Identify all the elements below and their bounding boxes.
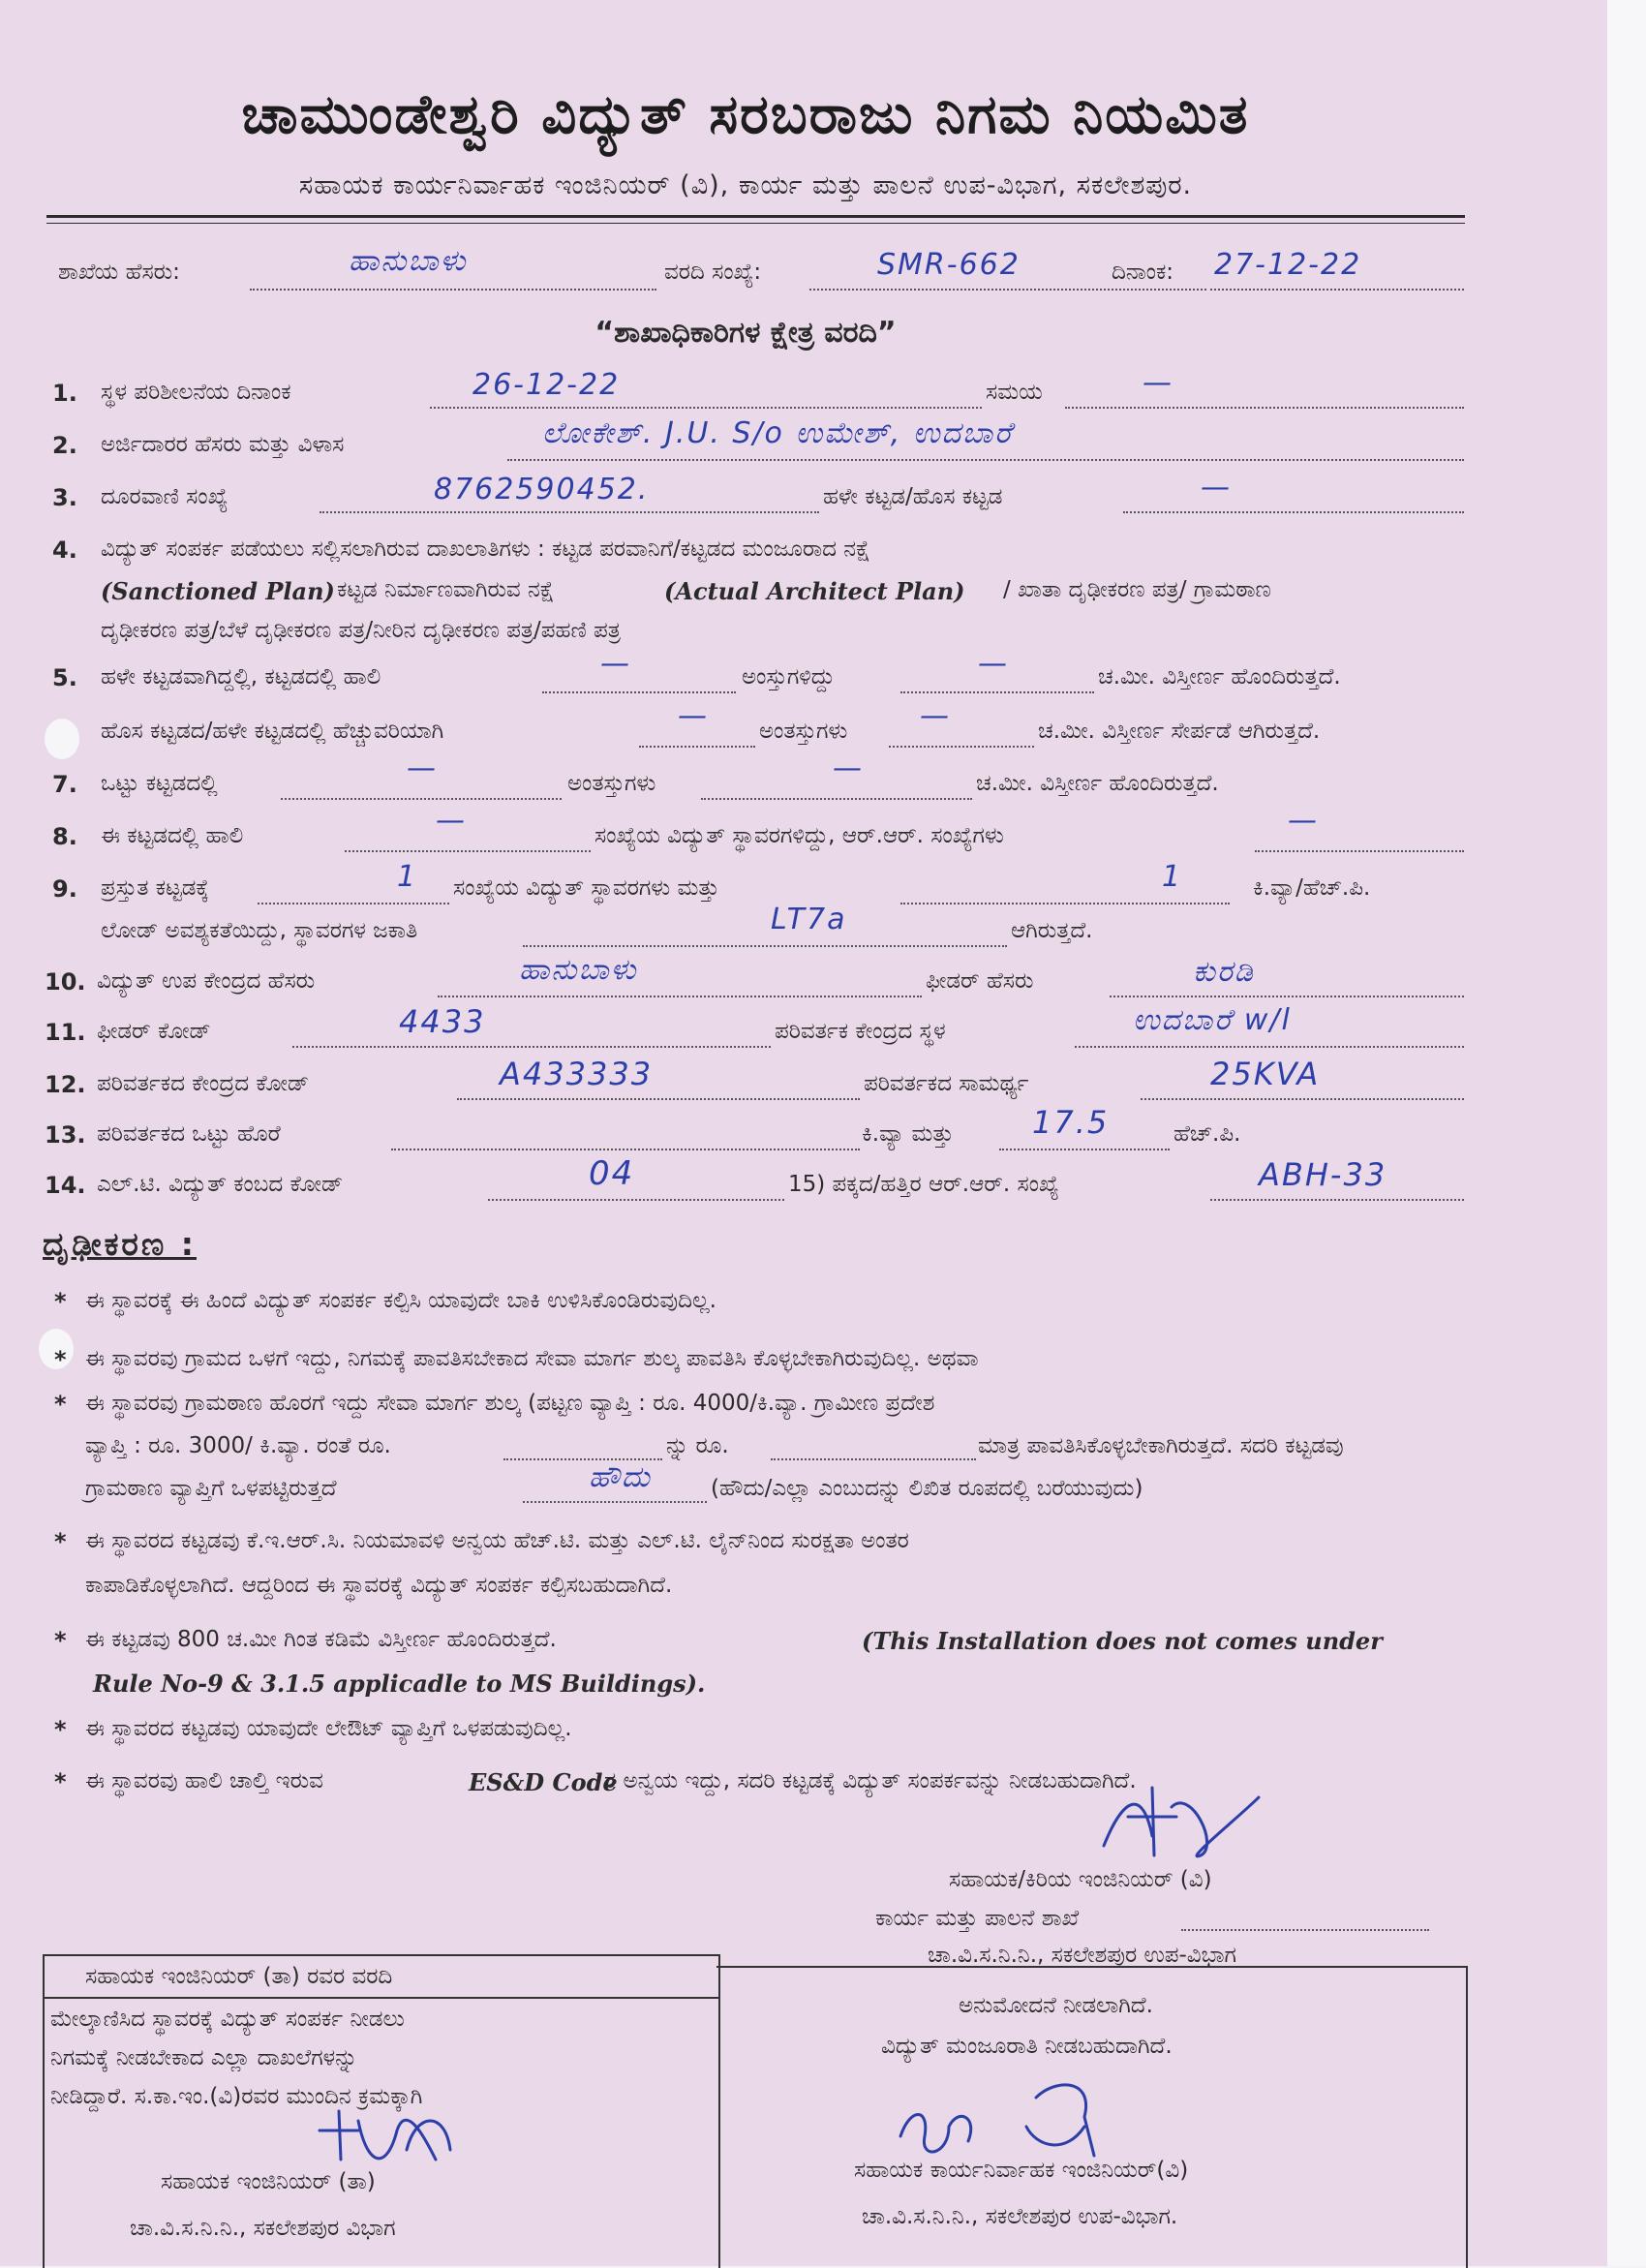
branch-value: ಹಾನುಬಾಳು [349, 244, 468, 278]
item-3-dotted-line [320, 511, 819, 513]
item-5-number: 5. [52, 664, 77, 691]
verification-bullet-4-line-1: ಈ ಸ್ಥಾವರದ ಕಟ್ಟಡವು ಕೆ.ಇ.ಆರ್.ಸಿ. ನಿಯಮಾವಳಿ ಅನ್ವಯ ಹೆಚ್.ಟಿ. ಮತ್ತು ಎಲ್.ಟಿ. ಲೈನ್‌ನಿಂದ ಸುರಕ್ಷತಾ ಅಂತರ [85, 1528, 909, 1553]
left-box-header-rule [43, 1997, 718, 1999]
item-4-line2c: (Actual Architect Plan) [664, 577, 965, 605]
bullet-3-star: * [54, 1391, 67, 1418]
item-7-v2: — [833, 751, 864, 785]
item-7-v1: — [407, 751, 438, 785]
verification-bullet-5-line-2: Rule No-9 & 3.1.5 applicadle to MS Buildings). [93, 1670, 706, 1698]
item-14-v2: ABH-33 [1259, 1156, 1387, 1193]
item-9-b: ಸಂಖ್ಯೆಯ ವಿದ್ಯುತ್ ಸ್ಥಾವರಗಳು ಮತ್ತು [453, 875, 719, 901]
item-2-value: ಲೋಕೇಶ್. J.U. S/o ಉಮೇಶ್, ಉದಬಾರೆ [542, 416, 1014, 450]
item-5-b: ಅಂಸ್ತುಗಳಿದ್ದು [742, 664, 836, 690]
left-box-line-1: ಮೇಲ್ಕಾಣಿಸಿದ ಸ್ಥಾವರಕ್ಕೆ ವಿದ್ಯುತ್ ಸಂಪರ್ಕ ನೀಡಲು [50, 2007, 405, 2032]
item-14-dotted-1 [488, 1199, 784, 1201]
verification-bullet-7b: ES&D Code [469, 1768, 618, 1796]
item-6-v1: — [678, 699, 709, 733]
verification-bullet-5-line-1a: ಈ ಕಟ್ಟಡವು 800 ಚ.ಮೀ ಗಿಂತ ಕಡಿಮೆ ವಿಸ್ತೀರ್ಣ ಹೊಂದಿರುತ್ತದೆ. [85, 1627, 557, 1652]
item-9-dotted-2 [900, 903, 1230, 904]
date-dotted-line [1210, 289, 1464, 291]
bullet-5-star: * [54, 1627, 67, 1654]
bullet-3-dotted-2 [771, 1458, 976, 1460]
form-heading: “ಶಾಖಾಧಿಕಾರಿಗಳ ಕ್ಷೇತ್ರ ವರದಿ” [594, 316, 897, 350]
item-9-line2a: ಲೋಡ್ ಅವಶ್ಯಕತೆಯಿದ್ದು, ಸ್ಥಾವರಗಳ ಜಕಾತಿ [101, 918, 418, 943]
item-2-dotted-line [507, 459, 1464, 461]
item-5-a: ಹಳೇ ಕಟ್ಟಡವಾಗಿದ್ದಲ್ಲಿ, ಕಟ್ಟಡದಲ್ಲಿ ಹಾಲಿ [101, 664, 381, 690]
verification-bullet-3-line-2a: ವ್ಯಾಪ್ತಿ : ರೂ. 3000/ ಕಿ.ವ್ಯಾ. ರಂತೆ ರೂ. [85, 1433, 391, 1458]
scanner-background [1607, 0, 1646, 2266]
item-4-line1: ವಿದ್ಯುತ್ ಸಂಪರ್ಕ ಪಡೆಯಲು ಸಲ್ಲಿಸಲಾಗಿರುವ ದಾಖಲಾತಿಗಳು : ಕಟ್ಟಡ ಪರವಾನಿಗೆ/ಕಟ್ಟಡದ ಮಂಜೂರಾದ ನಕ್ಷೆ [101, 536, 870, 562]
right-box-signature-line-2: ಚಾ.ವಿ.ಸ.ನಿ.ನಿ., ಸಕಲೇಶಪುರ ಉಪ-ವಿಭಾಗ. [862, 2204, 1178, 2229]
item-9-dotted-3 [523, 945, 1007, 947]
item-4-line2d: / ಖಾತಾ ದೃಢೀಕರಣ ಪತ್ರ/ ಗ್ರಾಮಠಾಣ [1003, 577, 1271, 602]
item-6-v2: — [920, 699, 951, 733]
signature-line-3: ಚಾ.ವಿ.ಸ.ನಿ.ನಿ., ಸಕಲೇಶಪುರ ಉಪ-ವಿಭಾಗ [928, 1943, 1236, 1968]
item-4-line3: ದೃಢೀಕರಣ ಪತ್ರ/ಬೆಳೆ ದೃಢೀಕರಣ ಪತ್ರ/ನೀರಿನ ದೃಢೀಕರಣ ಪತ್ರ/ಪಹಣಿ ಪತ್ರ [101, 618, 621, 643]
verification-bullet-3-line-2b: ನ್ನು ರೂ. [666, 1433, 729, 1458]
item-13-dotted-1 [391, 1149, 860, 1150]
item-14-a: ಎಲ್.ಟಿ. ವಿದ್ಯುತ್ ಕಂಬದ ಕೋಡ್ [97, 1172, 344, 1197]
item-8-a: ಈ ಕಟ್ಟಡದಲ್ಲಿ ಹಾಲಿ [101, 823, 244, 848]
item-12-b: ಪರಿವರ್ತಕದ ಸಾಮರ್ಥ್ಯ [864, 1071, 1029, 1096]
header-rule-thin [46, 223, 1465, 224]
item-14-dotted-2 [1210, 1199, 1464, 1201]
item-14-b: 15) ಪಕ್ಕದ/ಹತ್ತಿರ ಆರ್.ಆರ್. ಸಂಖ್ಯೆ [788, 1172, 1059, 1197]
item-3-value: 8762590452. [434, 473, 650, 506]
verification-bullet-7a: ಈ ಸ್ಥಾವರವು ಹಾಲಿ ಚಾಲ್ತಿ ಇರುವ [85, 1768, 323, 1793]
item-10-dotted-1 [438, 996, 922, 997]
item-6-dotted-1 [639, 746, 755, 748]
item-4-line2a: (Sanctioned Plan) [101, 577, 335, 605]
verification-bullet-3-value: ಹೌದು [589, 1460, 652, 1494]
item-5-v1: — [600, 647, 631, 681]
item-1-dotted-line [430, 407, 982, 409]
signature-line-2: ಕಾರ್ಯ ಮತ್ತು ಪಾಲನೆ ಶಾಖೆ [875, 1906, 1080, 1931]
verification-bullet-5-line-1b: (This Installation does not comes under [862, 1627, 1383, 1655]
verification-bullet-4-line-2: ಕಾಪಾಡಿಕೊಳ್ಳಲಾಗಿದೆ. ಆದ್ದರಿಂದ ಈ ಸ್ಥಾವರಕ್ಕೆ ವಿದ್ಯುತ್ ಸಂಪರ್ಕ ಕಲ್ಪಿಸಬಹುದಾಗಿದೆ. [85, 1573, 673, 1598]
verification-bullet-6: ಈ ಸ್ಥಾವರದ ಕಟ್ಟಡವು ಯಾವುದೇ ಲೇಔಟ್ ವ್ಯಾಪ್ತಿಗೆ ಒಳಪಡುವುದಿಲ್ಲ. [85, 1716, 572, 1741]
item-7-c: ಚ.ಮೀ. ವಿಸ್ತೀರ್ಣ ಹೊಂದಿರುತ್ತದೆ. [976, 771, 1219, 796]
org-title: ಚಾಮುಂಡೇಶ್ವರಿ ವಿದ್ಯುತ್ ಸರಬರಾಜು ನಿಗಮ ನಿಯಮಿತ [241, 83, 1250, 146]
left-box-line-2: ನಿಗಮಕ್ಕೆ ನೀಡಬೇಕಾದ ಎಲ್ಲಾ ದಾಖಲೆಗಳನ್ನು [50, 2045, 358, 2070]
branch-label: ಶಾಖೆಯ ಹೆಸರು: [58, 260, 180, 285]
item-9-v1: 1 [397, 860, 418, 894]
bullet-2-star: * [54, 1346, 67, 1373]
assistant-engineer-signature [290, 2092, 465, 2179]
executive-engineer-signature [891, 2069, 1143, 2165]
report-no-value: SMR-662 [877, 248, 1021, 282]
date-label: ದಿನಾಂಕ: [1112, 260, 1174, 285]
junior-engineer-signature [1084, 1778, 1278, 1865]
item-7-number: 7. [52, 771, 77, 798]
item-9-a: ಪ್ರಸ್ತುತ ಕಟ್ಟಡಕ್ಕೆ [101, 875, 209, 901]
bullet-1-star: * [54, 1288, 67, 1315]
item-12-dotted-2 [1141, 1098, 1464, 1100]
item-8-dotted-1 [345, 850, 591, 852]
item-12-a: ಪರಿವರ್ತಕದ ಕೇಂದ್ರದ ಕೋಡ್ [97, 1071, 310, 1096]
item-7-dotted-1 [281, 798, 562, 800]
item-10-v1: ಹಾನುಬಾಳು [519, 953, 638, 987]
item-2-number: 2. [52, 432, 77, 459]
right-box-line-2: ವಿದ್ಯುತ್ ಮಂಜೂರಾತಿ ನೀಡಬಹುದಾಗಿದೆ. [881, 2034, 1173, 2059]
item-4-number: 4. [52, 536, 77, 564]
item-11-v2: ಉದಬಾರೆ w/l [1133, 1003, 1292, 1037]
item-1-value2: — [1143, 366, 1174, 400]
report-no-label: ವರದಿ ಸಂಖ್ಯೆ: [664, 260, 762, 285]
item-12-v2: 25KVA [1210, 1056, 1321, 1092]
item-5-c: ಚ.ಮೀ. ವಿಸ್ತೀರ್ಣ ಹೊಂದಿರುತ್ತದೆ. [1098, 664, 1341, 690]
item-10-a: ವಿದ್ಯುತ್ ಉಪ ಕೇಂದ್ರದ ಹೆಸರು [97, 968, 316, 994]
item-10-dotted-2 [1110, 996, 1464, 997]
item-4-line2b: ಕಟ್ಟಡ ನಿರ್ಮಾಣವಾಗಿರುವ ನಕ್ಷೆ [337, 577, 555, 602]
item-10-v2: ಕುರಡಿ [1193, 955, 1255, 989]
item-8-dotted-2 [1255, 850, 1464, 852]
right-box-signature-line-1: ಸಹಾಯಕ ಕಾರ್ಯನಿರ್ವಾಹಕ ಇಂಜಿನಿಯರ್(ವಿ) [854, 2158, 1189, 2183]
item-9-line2b: ಆಗಿರುತ್ತದೆ. [1011, 918, 1093, 943]
item-8-number: 8. [52, 823, 77, 850]
item-13-v2: 17.5 [1032, 1104, 1110, 1141]
item-11-b: ಪರಿವರ್ತಕ ಕೇಂದ್ರದ ಸ್ಥಳ [775, 1019, 946, 1044]
bullet-3-dotted-3 [523, 1501, 707, 1503]
item-10-b: ಫೀಡರ್ ಹೆಸರು [926, 968, 1034, 994]
item-10-number: 10. [45, 968, 86, 996]
verification-bullet-7c: ರ ಅನ್ವಯ ಇದ್ದು, ಸದರಿ ಕಟ್ಟಡಕ್ಕೆ ವಿದ್ಯುತ್ ಸಂಪರ್ಕವನ್ನು ನೀಡಬಹುದಾಗಿದೆ. [604, 1768, 1137, 1793]
punch-hole-top [45, 719, 79, 759]
left-box-signature-line-2: ಚಾ.ವಿ.ಸ.ನಿ.ನಿ., ಸಕಲೇಶಪುರ ವಿಭಾಗ [130, 2216, 396, 2241]
left-box-header: ಸಹಾಯಕ ಇಂಜಿನಿಯರ್ (ತಾ) ರವರ ವರದಿ [85, 1964, 393, 1989]
item-9-number: 9. [52, 875, 77, 903]
item-1-label: ಸ್ಥಳ ಪರಿಶೀಲನೆಯ ದಿನಾಂಕ [101, 380, 291, 405]
item-3-number: 3. [52, 484, 77, 511]
item-1-number: 1. [52, 380, 77, 407]
item-13-dotted-2 [999, 1149, 1170, 1150]
item-11-dotted-1 [292, 1046, 771, 1048]
verification-bullet-3-line-2c: ಮಾತ್ರ ಪಾವತಿಸಿಕೊಳ್ಳಬೇಕಾಗಿರುತ್ತದೆ. ಸದರಿ ಕಟ್ಟಡವು [978, 1433, 1344, 1458]
item-1-dotted-line-2 [1065, 407, 1464, 409]
item-12-number: 12. [45, 1071, 86, 1098]
verification-heading: ದೃಢೀಕರಣ : [43, 1225, 197, 1263]
bullet-7-star: * [54, 1768, 67, 1795]
item-5-dotted-2 [900, 691, 1094, 693]
item-9-v2: 1 [1162, 860, 1183, 894]
date-value: 27-12-22 [1214, 248, 1362, 282]
bullet-6-star: * [54, 1716, 67, 1743]
item-7-b: ಅಂತಸ್ತುಗಳು [567, 771, 656, 796]
item-11-dotted-2 [1075, 1046, 1464, 1048]
verification-bullet-2: ಈ ಸ್ಥಾವರವು ಗ್ರಾಮದ ಒಳಗೆ ಇದ್ದು, ನಿಗಮಕ್ಕೆ ಪಾವತಿಸಬೇಕಾದ ಸೇವಾ ಮಾರ್ಗ ಶುಲ್ಕ ಪಾವತಿಸಿ ಕೊಳ್ಳಬೇಕಾಗಿರುವುದಿಲ್ಲ. ಅಥವಾ [85, 1346, 979, 1371]
item-3-value2: — [1201, 471, 1232, 505]
item-11-number: 11. [45, 1019, 86, 1046]
left-box-line-3: ನೀಡಿದ್ದಾರೆ. ಸ.ಕಾ.ಇಂ.(ವಿ)ರವರ ಮುಂದಿನ ಕ್ರಮಕ್ಕಾಗಿ [50, 2084, 423, 2109]
office-line: ಸಹಾಯಕ ಕಾರ್ಯನಿರ್ವಾಹಕ ಇಂಜಿನಿಯರ್ (ವಿ), ಕಾರ್ಯ ಮತ್ತು ಪಾಲನೆ ಉಪ-ವಿಭಾಗ, ಸಕಲೇಶಪುರ. [298, 170, 1193, 200]
item-14-number: 14. [45, 1172, 86, 1199]
item-11-v1: 4433 [399, 1003, 486, 1040]
item-9-dotted-1 [258, 903, 449, 904]
item-9-c: ಕಿ.ವ್ಯಾ/ಹೆಚ್.ಪಿ. [1253, 875, 1371, 901]
verification-bullet-3-line-1: ಈ ಸ್ಥಾವರವು ಗ್ರಾಮಠಾಣ ಹೊರಗೆ ಇದ್ದು ಸೇವಾ ಮಾರ್ಗ ಶುಲ್ಕ (ಪಟ್ಟಣ ವ್ಯಾಪ್ತಿ : ರೂ. 4000/ಕಿ.ವ್ಯಾ. ಗ್ರಾಮೀಣ ಪ್ರದೇಶ [85, 1391, 935, 1416]
item-6-c: ಚ.ಮೀ. ವಿಸ್ತೀರ್ಣ ಸೇರ್ಪಡೆ ಆಗಿರುತ್ತದೆ. [1038, 719, 1321, 744]
right-box-line-1: ಅನುಮೋದನೆ ನೀಡಲಾಗಿದೆ. [959, 1993, 1153, 2018]
report-no-dotted-line [809, 289, 1206, 291]
item-5-v2: — [978, 647, 1009, 681]
item-13-a: ಪರಿವರ್ತಕದ ಒಟ್ಟು ಹೊರೆ [97, 1121, 281, 1147]
item-6-b: ಅಂತಸ್ತುಗಳು [759, 719, 848, 744]
item-8-b: ಸಂಖ್ಯೆಯ ವಿದ್ಯುತ್ ಸ್ಥಾವರಗಳಿದ್ದು, ಆರ್.ಆರ್. ಸಂಖ್ಯೆಗಳು [594, 823, 1004, 848]
bullet-4-star: * [54, 1528, 67, 1555]
item-13-b: ಕಿ.ವ್ಯಾ ಮತ್ತು [862, 1121, 954, 1147]
item-3-label: ದೂರವಾಣಿ ಸಂಖ್ಯೆ [101, 484, 229, 509]
item-11-a: ಫೀಡರ್ ಕೋಡ್ [97, 1019, 211, 1044]
item-8-v2: — [1288, 804, 1319, 838]
verification-bullet-3-line-3b: (ಹೌದು/ಎಲ್ಲಾ ಎಂಬುದನ್ನು ಲಿಖಿತ ರೂಪದಲ್ಲಿ ಬರೆಯುವುದು) [711, 1476, 1143, 1501]
item-1-label2: ಸಮಯ [986, 380, 1043, 405]
item-12-dotted-1 [457, 1098, 860, 1100]
item-1-value: 26-12-22 [472, 368, 621, 402]
item-2-label: ಅರ್ಜಿದಾರರ ಹೆಸರು ಮತ್ತು ವಿಳಾಸ [101, 432, 345, 457]
item-12-v1: A433333 [500, 1056, 654, 1092]
verification-bullet-3-line-3a: ಗ್ರಾಮಠಾಣ ವ್ಯಾಪ್ತಿಗೆ ಒಳಪಟ್ಟಿರುತ್ತದೆ [85, 1476, 337, 1501]
item-3-dotted-line-2 [1123, 511, 1464, 513]
signature-dotted-line [1181, 1929, 1429, 1931]
signature-line-1: ಸಹಾಯಕ/ಕಿರಿಯ ಇಂಜಿನಿಯರ್ (ವಿ) [949, 1867, 1212, 1892]
branch-dotted-line [250, 289, 656, 291]
item-13-c: ಹೆಚ್.ಪಿ. [1174, 1121, 1241, 1147]
item-14-v1: 04 [589, 1154, 635, 1193]
item-13-number: 13. [45, 1121, 86, 1149]
header-rule [46, 215, 1465, 218]
verification-bullet-1: ಈ ಸ್ಥಾವರಕ್ಕೆ ಈ ಹಿಂದೆ ವಿದ್ಯುತ್ ಸಂಪರ್ಕ ಕಲ್ಪಿಸಿ ಯಾವುದೇ ಬಾಕಿ ಉಳಿಸಿಕೊಂಡಿರುವುದಿಲ್ಲ. [85, 1288, 716, 1313]
item-8-v1: — [436, 804, 467, 838]
item-9-v3: LT7a [771, 903, 847, 936]
item-3-label2: ಹಳೇ ಕಟ್ಟಡ/ಹೊಸ ಕಟ್ಟಡ [823, 484, 1003, 509]
item-7-dotted-2 [701, 798, 972, 800]
item-6-dotted-2 [889, 746, 1034, 748]
left-box-signature-line-1: ಸಹಾಯಕ ಇಂಜಿನಿಯರ್ (ತಾ) [161, 2169, 376, 2194]
item-7-a: ಒಟ್ಟು ಕಟ್ಟಡದಲ್ಲಿ [101, 771, 218, 796]
item-6-a: ಹೊಸ ಕಟ್ಟಡದ/ಹಳೇ ಕಟ್ಟಡದಲ್ಲಿ ಹೆಚ್ಚುವರಿಯಾಗಿ [101, 719, 444, 744]
item-5-dotted-1 [542, 691, 736, 693]
